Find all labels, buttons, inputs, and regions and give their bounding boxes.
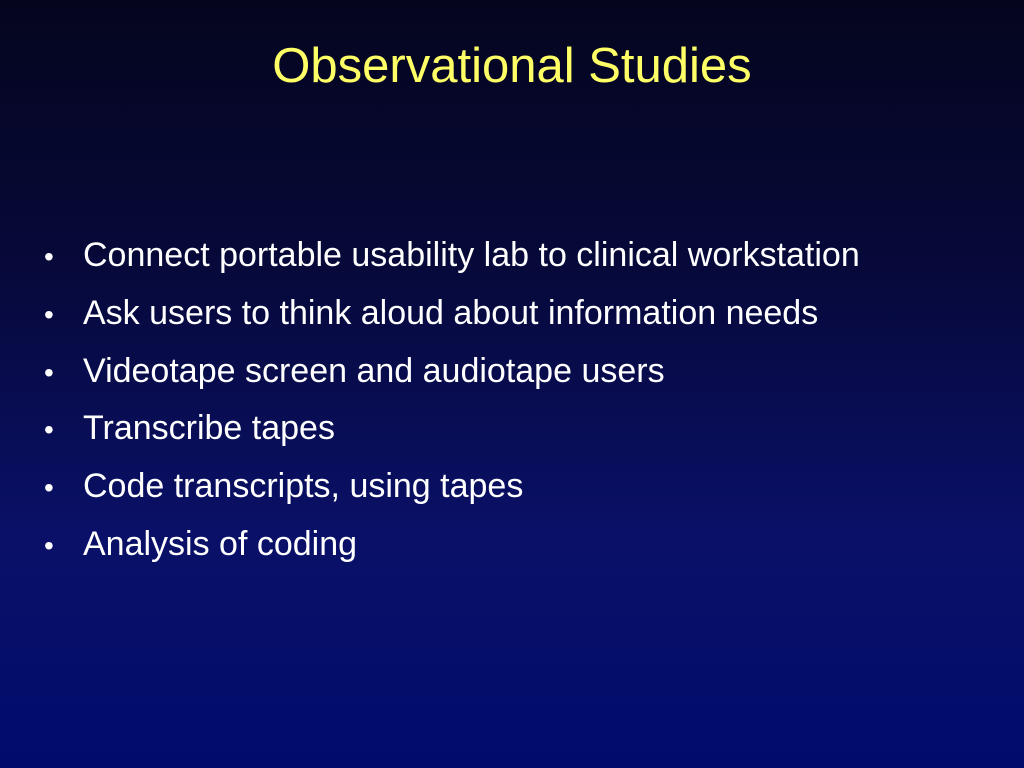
bullet-text: Analysis of coding: [83, 524, 358, 563]
bullet-text: Videotape screen and audiotape users: [83, 351, 665, 390]
bullet-item: [44, 458, 860, 516]
bullet-icon: •: [44, 414, 54, 446]
bullet-item: [44, 400, 860, 458]
bullet-item: [44, 516, 860, 574]
bullet-list: [44, 227, 860, 574]
bullet-icon: •: [44, 298, 54, 330]
bullet-icon: •: [44, 241, 54, 272]
bullet-text: Transcribe tapes: [83, 409, 335, 448]
bullet-icon: •: [44, 472, 54, 504]
bullet-item: [44, 227, 860, 285]
bullet-text: Connect portable usability lab to clinical workstation: [83, 236, 860, 274]
bullet-icon: •: [44, 356, 54, 388]
bullet-icon: •: [44, 529, 54, 561]
bullet-text: Code transcripts, using tapes: [83, 467, 524, 506]
bullet-item: [44, 285, 860, 343]
bullet-item: [44, 343, 860, 401]
slide-title: Observational Studies: [272, 39, 752, 93]
bullet-text: Ask users to think aloud about information needs: [83, 293, 819, 332]
